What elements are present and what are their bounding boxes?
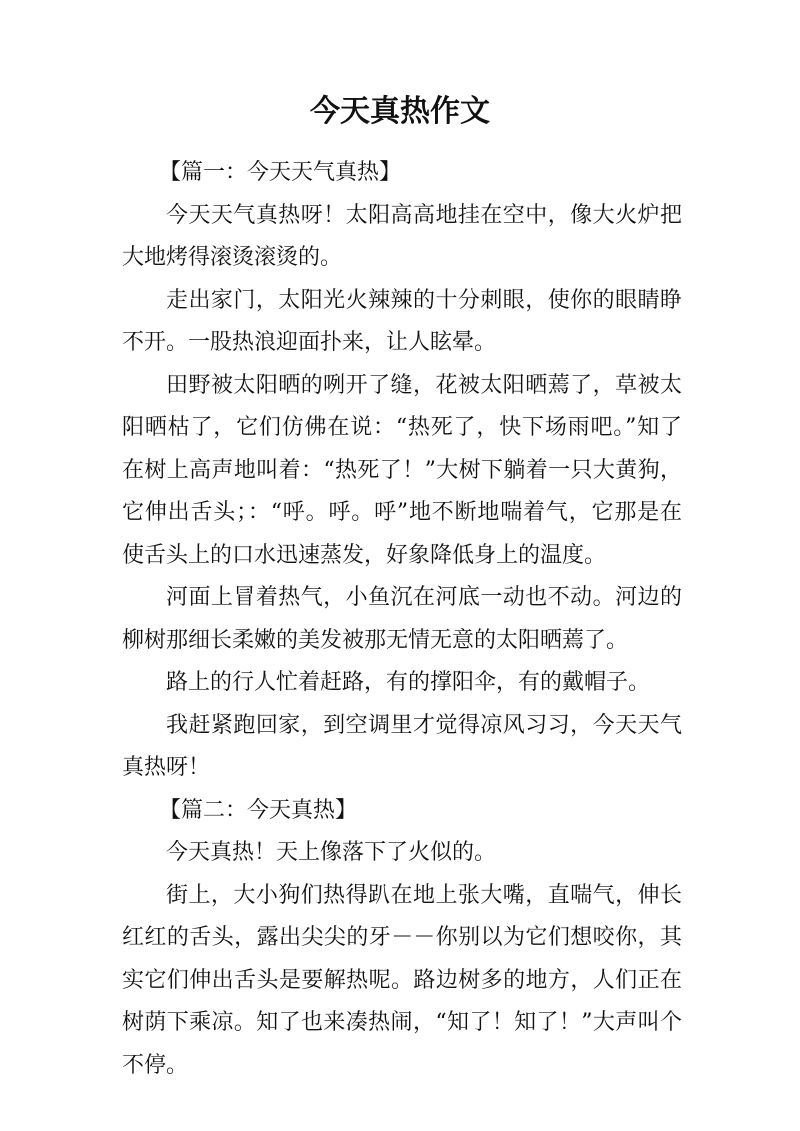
- document-title: 今天真热作文: [310, 94, 490, 129]
- section-2-paragraph-2: 街上，大小狗们热得趴在地上张大嘴，直喘气，伸长红红的舌头，露出尖尖的牙－－你别以为它们想咬你，其实它们伸出舌头是要解热呢。路边树多的地方，人们正在树荫下乘凉。知了也来凑热闹，“知了！知了！”大声叫个不停。: [122, 882, 682, 1078]
- document-body: [122, 152, 682, 1087]
- section-1-paragraph-6: 我赶紧跑回家，到空调里才觉得凉风习习，今天天气真热呀！: [122, 712, 682, 780]
- section-1-paragraph-2: 走出家门，太阳光火辣辣的十分刺眼，使你的眼睛睁不开。一股热浪迎面扑来，让人眩晕。: [122, 287, 682, 355]
- section-2-heading: 【篇二：今天真热】: [159, 797, 358, 823]
- section-1-paragraph-3: 田野被太阳晒的咧开了缝，花被太阳晒蔫了，草被太阳晒枯了，它们仿佛在说：“热死了，快下场雨吧。”知了在树上高声地叫着：“热死了！”大树下躺着一只大黄狗，它伸出舌头；：“呼。呼。呼”地不断地喘着气，它那是在使舌头上的口水迅速蒸发，好象降低身上的温度。: [122, 372, 682, 568]
- section-1-paragraph-4: 河面上冒着热气，小鱼沉在河底一动也不动。河边的柳树那细长柔嫩的美发被那无情无意的太阳晒蔫了。: [122, 585, 682, 653]
- section-1-paragraph-1: 今天天气真热呀！太阳高高地挂在空中，像大火炉把大地烤得滚烫滚烫的。: [122, 202, 682, 270]
- section-1-paragraph-5: 路上的行人忙着赶路，有的撑阳伞，有的戴帽子。: [166, 670, 651, 695]
- section-2-paragraph-1: 今天真热！天上像落下了火似的。: [166, 840, 497, 865]
- section-1-heading: 【篇一：今天天气真热】: [159, 160, 402, 185]
